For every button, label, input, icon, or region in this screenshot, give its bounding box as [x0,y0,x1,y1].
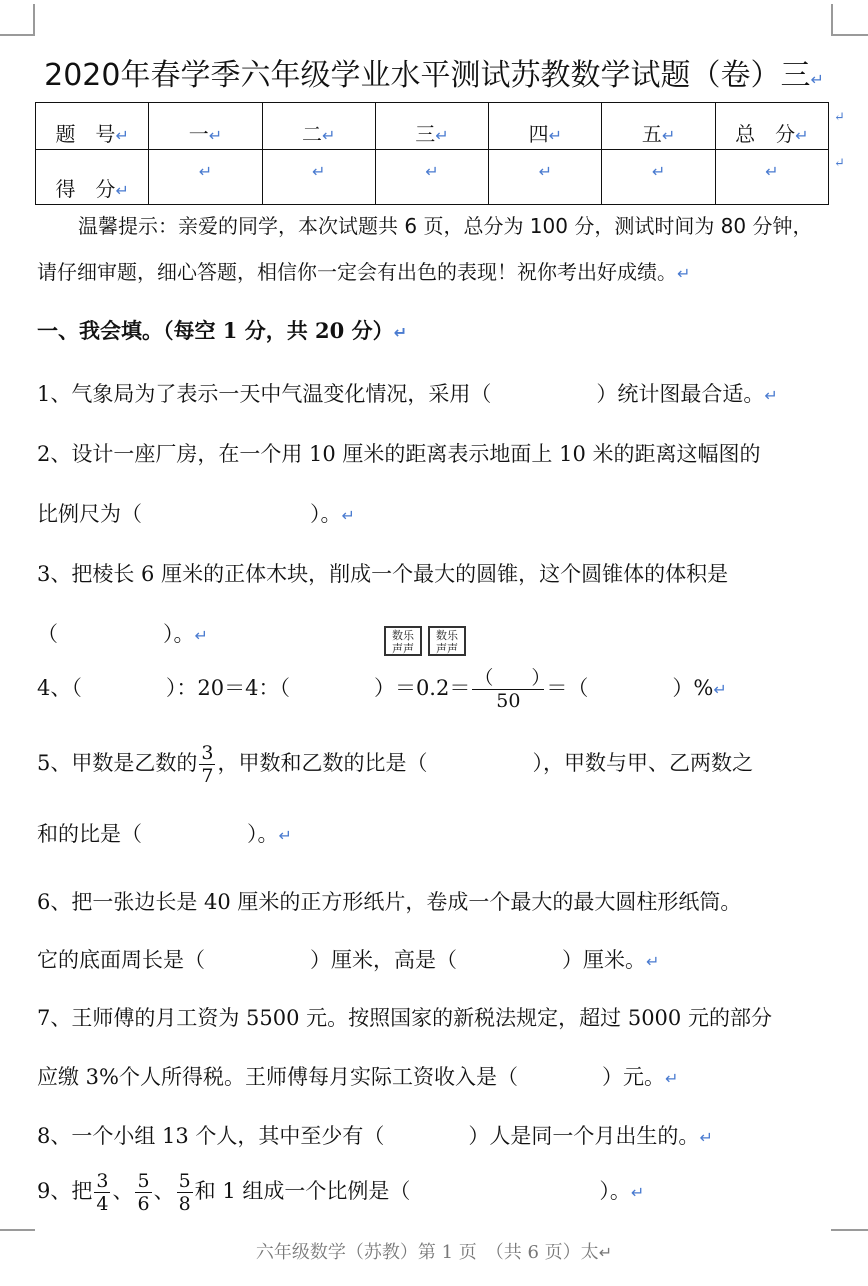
score-col-total: 总 分↵ [715,103,828,150]
tip-line-2: 请仔细审题，细心答题，相信你一定会有出色的表现！祝你考出好成绩。↵ [37,260,691,284]
question-9: 9、把 $\frac{3}{4}$ 、 $\frac{5}{6}$ 、 $\frac{5}{8}$ 和 1 组成一个比例是（ ）。↵ [37,1170,645,1215]
page-title: 2020年春学季六年级学业水平测试苏教数学试题（卷）三↵ [44,58,824,93]
question-2-line-2: 比例尺为（ ）。↵ [37,502,355,526]
table-row-mark-2: ↵ [834,156,845,171]
fraction-5-8: $\frac{5}{8}$ [178,1170,191,1215]
score-col-1: 一↵ [149,103,262,150]
question-7-line-2: 应缴 3%个人所得税。王师傅每月实际工资收入是（ ）元。↵ [37,1065,679,1089]
corner-mark-bottom-right-h [831,1229,868,1231]
question-7-line-1: 7、王师傅的月工资为 5500 元。按照国家的新税法规定，超过 5000 元的部分 [37,1006,772,1030]
corner-mark-top-left-v [33,4,35,36]
stamp-group [384,626,472,656]
corner-mark-top-left-h [0,34,35,36]
tip-line-1: 温馨提示：亲爱的同学，本次试题共 6 页，总分为 100 分，测试时间为 80 分钟， [78,214,813,238]
score-col-5: 五↵ [602,103,715,150]
fraction-5-6: $\frac{5}{6}$ [137,1170,150,1215]
score-col-2: 二↵ [262,103,375,150]
score-header-label: 题 号↵ [36,103,149,150]
page-footer: 六年级数学（苏教）第 1 页 （共 6 页）太↵ [255,1242,613,1263]
corner-mark-bottom-left-h [0,1229,35,1231]
question-1: 1、气象局为了表示一天中气温变化情况，采用（ ）统计图最合适。↵ [37,382,778,406]
score-cell-1[interactable]: ↵ [149,150,262,205]
table-row-mark-1: ↵ [834,110,845,125]
question-4: 4、（ ）：20＝4：（ ）＝0.2＝ $\frac{( )}{50}$ ＝（ ）%↵ [37,667,727,712]
score-cell-total[interactable]: ↵ [715,150,828,205]
score-cell-5[interactable]: ↵ [602,150,715,205]
score-table-score-row [36,150,829,205]
score-table-header-row [36,103,829,150]
score-cell-4[interactable]: ↵ [489,150,602,205]
fraction-3-7: $\frac{3}{7}$ [201,742,214,787]
question-2-line-1: 2、设计一座厂房，在一个用 10 厘米的距离表示地面上 10 米的距离这幅图的 [37,442,761,466]
question-6-line-1: 6、把一张边长是 40 厘米的正方形纸片，卷成一个最大的最大圆柱形纸筒。 [37,890,742,914]
question-3-line-1: 3、把棱长 6 厘米的正体木块，削成一个最大的圆锥，这个圆锥体的体积是 [37,562,729,586]
score-col-4: 四↵ [489,103,602,150]
score-table [35,102,829,205]
score-col-3: 三↵ [375,103,488,150]
question-8: 8、一个小组 13 个人，其中至少有（ ）人是同一个月出生的。↵ [37,1124,713,1148]
stamp-logo: 数乐 声声 [428,626,466,656]
corner-mark-top-right-v [831,4,833,36]
question-3-line-2: （ ）。↵ [37,622,208,646]
question-6-line-2: 它的底面周长是（ ）厘米，高是（ ）厘米。↵ [37,948,660,972]
score-cell-3[interactable]: ↵ [375,150,488,205]
fraction-3-4: $\frac{3}{4}$ [96,1170,109,1215]
question-5-line-2: 和的比是（ ）。↵ [37,822,292,846]
fraction-blank-over-50: $\frac{( )}{50}$ [474,667,551,712]
score-cell-2[interactable]: ↵ [262,150,375,205]
score-row-label: 得 分↵ [36,150,149,205]
section-1-heading: 一、我会填。（每空 1 分，共 20 分）↵ [37,318,407,343]
corner-mark-top-right-h [831,34,868,36]
stamp-logo: 数乐 声声 [384,626,422,656]
question-5-line-1: 5、甲数是乙数的 $\frac{3}{7}$ ，甲数和乙数的比是（ ），甲数与甲、乙两数之 [37,742,753,787]
